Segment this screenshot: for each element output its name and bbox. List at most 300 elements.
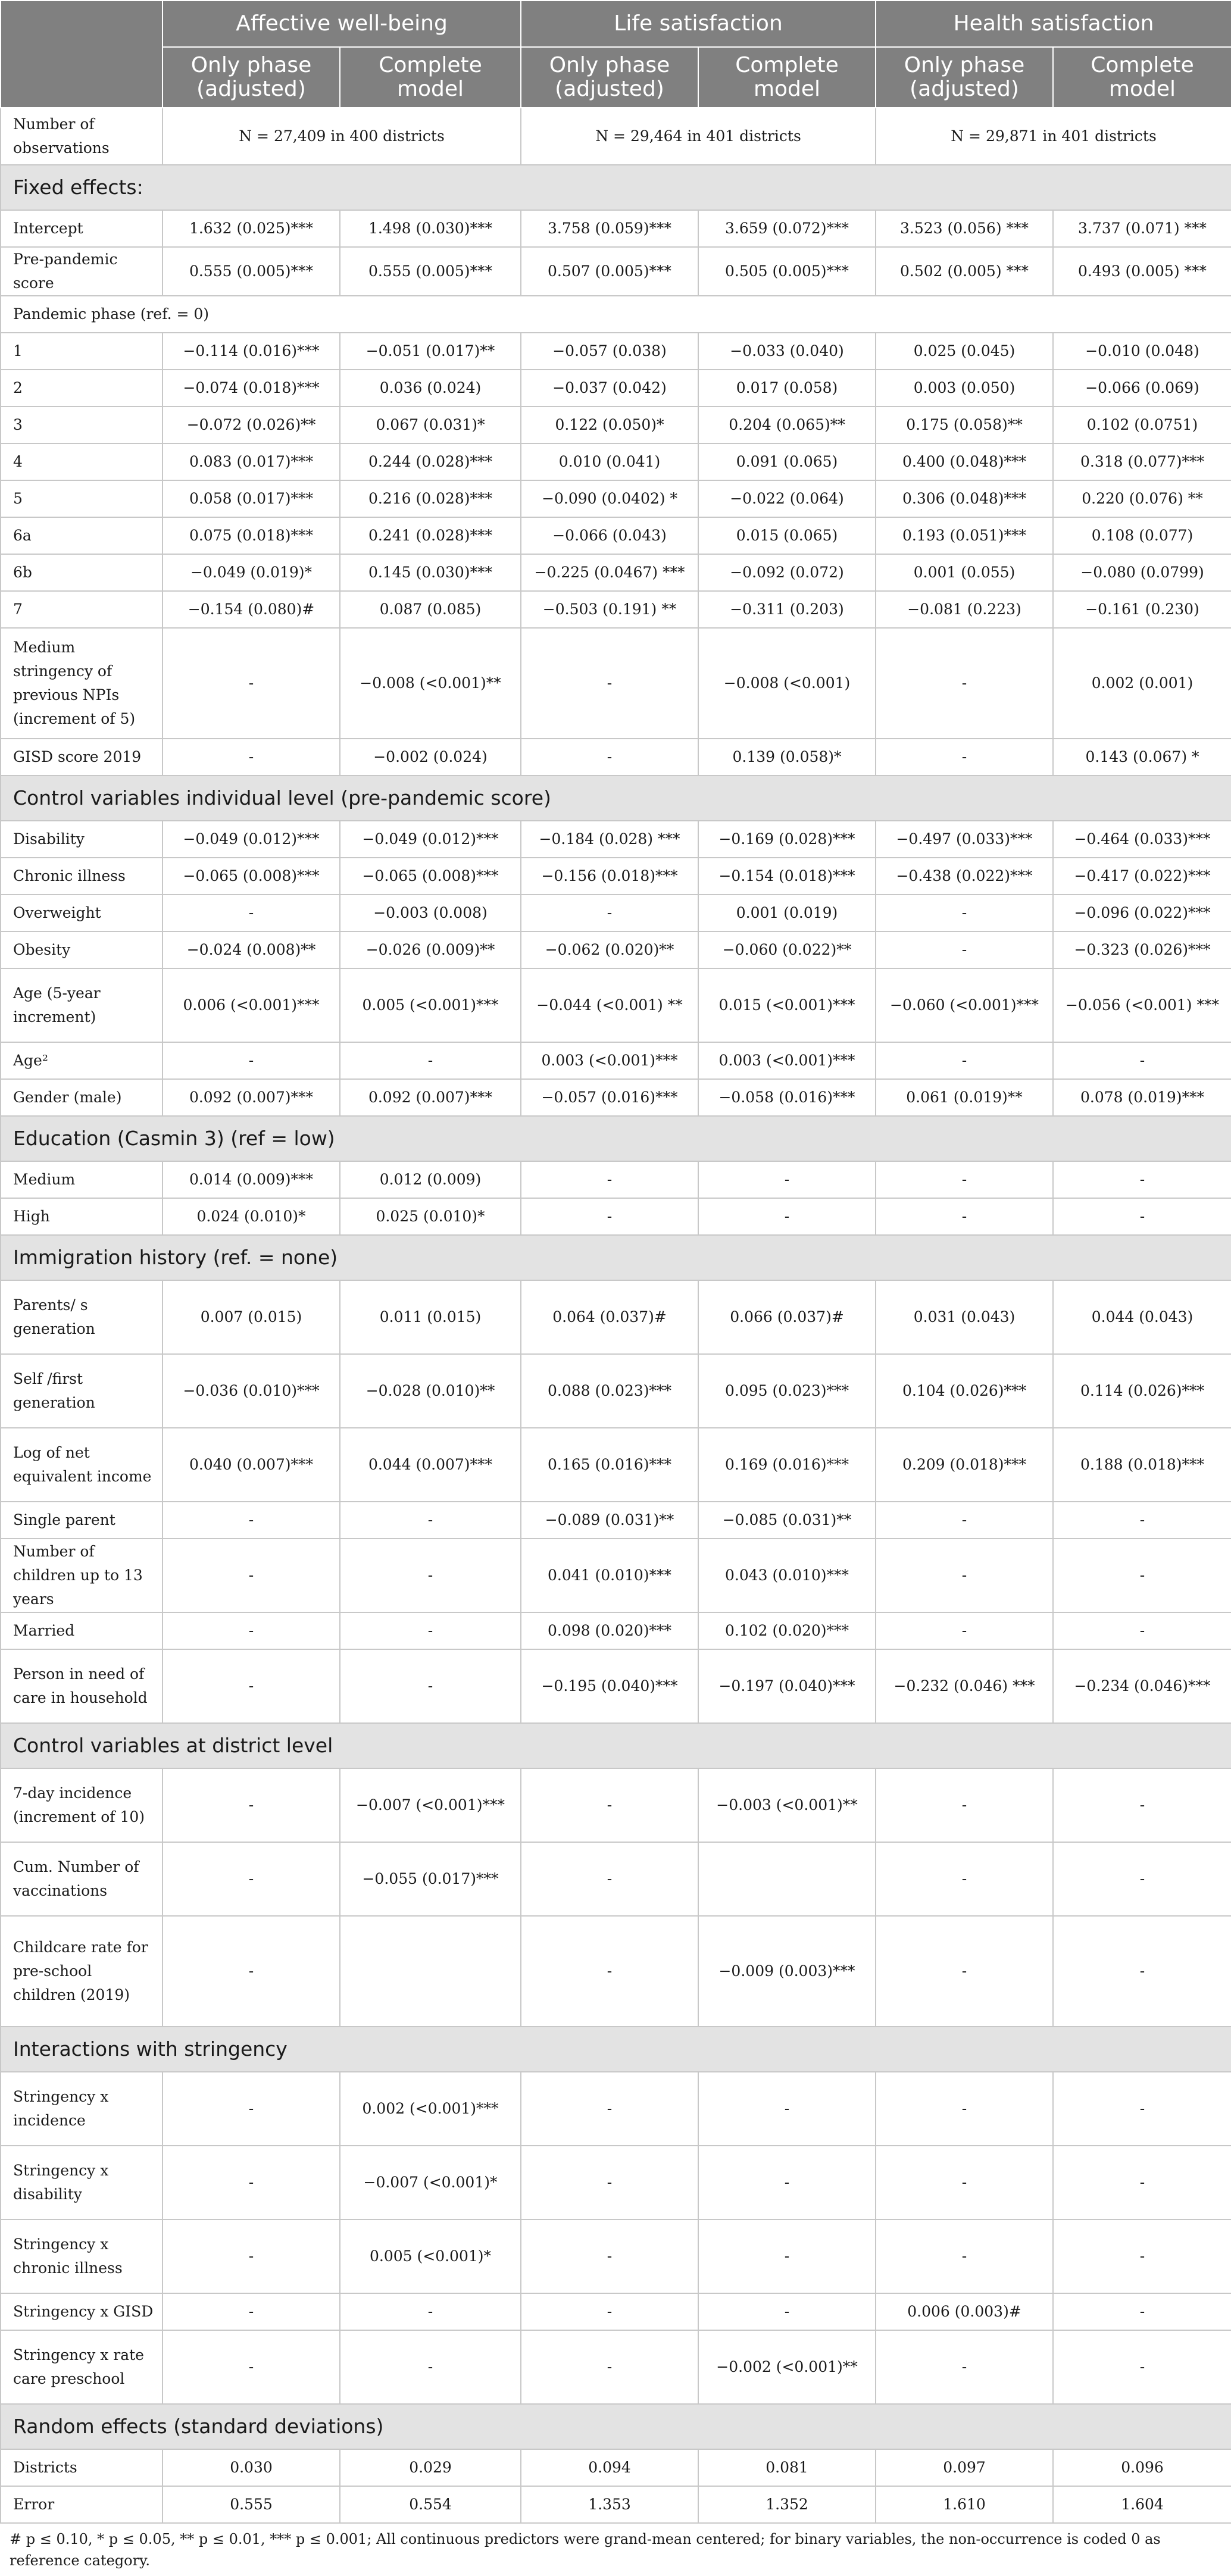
table-row bbox=[1, 480, 1231, 517]
table-cell: −0.051 (0.017)** bbox=[340, 333, 521, 370]
observations-health: N = 29,871 in 401 districts bbox=[876, 108, 1231, 165]
table-cell: −0.161 (0.230) bbox=[1053, 591, 1231, 628]
table-cell: 0.104 (0.026)*** bbox=[876, 1354, 1053, 1428]
table-cell: - bbox=[521, 1198, 698, 1235]
table-row bbox=[1, 591, 1231, 628]
row-label: Childcare rate for pre-school children (2019) bbox=[1, 1916, 163, 2027]
table-row bbox=[1, 1079, 1231, 1116]
table-row bbox=[1, 247, 1231, 296]
table-cell: −0.058 (0.016)*** bbox=[698, 1079, 876, 1116]
header-health: Health satisfaction bbox=[876, 1, 1231, 47]
table-cell: −0.114 (0.016)*** bbox=[163, 333, 340, 370]
row-label: Age² bbox=[1, 1042, 163, 1079]
table-cell: −0.096 (0.022)*** bbox=[1053, 895, 1231, 931]
row-label: Number of observations bbox=[1, 108, 163, 165]
section-interactions: Interactions with stringency bbox=[1, 2027, 1231, 2072]
table-cell: - bbox=[340, 2330, 521, 2404]
table-cell: 0.095 (0.023)*** bbox=[698, 1354, 876, 1428]
table-cell: - bbox=[163, 1916, 340, 2027]
row-label: 4 bbox=[1, 443, 163, 480]
table-cell: −0.311 (0.203) bbox=[698, 591, 876, 628]
table-row bbox=[1, 2146, 1231, 2219]
table-cell: - bbox=[1053, 1768, 1231, 1842]
row-label: Overweight bbox=[1, 895, 163, 931]
row-label: Number of children up to 13 years bbox=[1, 1539, 163, 1612]
table-row bbox=[1, 1842, 1231, 1916]
table-row bbox=[1, 333, 1231, 370]
table-cell: 0.244 (0.028)*** bbox=[340, 443, 521, 480]
row-label: Single parent bbox=[1, 1502, 163, 1539]
table-row bbox=[1, 2072, 1231, 2146]
row-label: 7-day incidence (increment of 10) bbox=[1, 1768, 163, 1842]
table-cell: - bbox=[521, 895, 698, 931]
table-cell: 1.352 bbox=[698, 2486, 876, 2523]
table-cell: 0.502 (0.005) *** bbox=[876, 247, 1053, 296]
table-cell: 0.003 (<0.001)*** bbox=[698, 1042, 876, 1079]
table-cell: −0.497 (0.033)*** bbox=[876, 821, 1053, 858]
table-cell: 0.143 (0.067) * bbox=[1053, 739, 1231, 776]
table-cell: 0.098 (0.020)*** bbox=[521, 1612, 698, 1649]
table-cell: −0.060 (<0.001)*** bbox=[876, 968, 1053, 1042]
table-cell: −0.464 (0.033)*** bbox=[1053, 821, 1231, 858]
table-cell: 0.005 (<0.001)* bbox=[340, 2219, 521, 2293]
table-cell: - bbox=[698, 1161, 876, 1198]
table-cell: 0.318 (0.077)*** bbox=[1053, 443, 1231, 480]
table-cell: - bbox=[163, 1768, 340, 1842]
table-row bbox=[1, 1916, 1231, 2027]
table-cell: - bbox=[1053, 2293, 1231, 2330]
table-cell: 0.010 (0.041) bbox=[521, 443, 698, 480]
table-cell: - bbox=[876, 628, 1053, 739]
table-cell: −0.074 (0.018)*** bbox=[163, 370, 340, 407]
row-label: Medium bbox=[1, 1161, 163, 1198]
table-cell: - bbox=[163, 628, 340, 739]
table-cell: - bbox=[340, 1042, 521, 1079]
table-cell: 0.061 (0.019)** bbox=[876, 1079, 1053, 1116]
table-cell: - bbox=[876, 1842, 1053, 1916]
phase-header-row bbox=[1, 296, 1231, 333]
table-cell: 0.102 (0.020)*** bbox=[698, 1612, 876, 1649]
table-cell: −0.154 (0.018)*** bbox=[698, 858, 876, 895]
table-cell: 1.353 bbox=[521, 2486, 698, 2523]
table-cell: - bbox=[698, 1198, 876, 1235]
table-cell: - bbox=[163, 1042, 340, 1079]
table-cell: 0.505 (0.005)*** bbox=[698, 247, 876, 296]
row-label: Disability bbox=[1, 821, 163, 858]
table-cell: - bbox=[521, 1842, 698, 1916]
table-row bbox=[1, 968, 1231, 1042]
table-cell: - bbox=[876, 1042, 1053, 1079]
table-cell: −0.060 (0.022)** bbox=[698, 931, 876, 968]
table-cell: −0.037 (0.042) bbox=[521, 370, 698, 407]
table-row bbox=[1, 1280, 1231, 1354]
table-cell: 3.737 (0.071) *** bbox=[1053, 210, 1231, 247]
observations-life: N = 29,464 in 401 districts bbox=[521, 108, 876, 165]
table-cell: - bbox=[1053, 1916, 1231, 2027]
footnote: # p ≤ 0.10, * p ≤ 0.05, ** p ≤ 0.01, *** p ≤ 0.001; All continuous predictors were grand-mean centered; for binary variables, the non-occurrence is coded 0 as reference category. bbox=[10, 2531, 1161, 2569]
table-cell: −0.062 (0.020)** bbox=[521, 931, 698, 968]
table-row bbox=[1, 1042, 1231, 1079]
table-cell: 0.216 (0.028)*** bbox=[340, 480, 521, 517]
table-cell: 0.017 (0.058) bbox=[698, 370, 876, 407]
table-cell: 0.165 (0.016)*** bbox=[521, 1428, 698, 1502]
table-cell: - bbox=[876, 2219, 1053, 2293]
row-label: Pre-pandemic score bbox=[1, 247, 163, 296]
row-label: Parents/ s generation bbox=[1, 1280, 163, 1354]
header-blank bbox=[1, 1, 163, 108]
table-cell: - bbox=[521, 739, 698, 776]
table-cell: −0.002 (0.024) bbox=[340, 739, 521, 776]
table-cell: 0.083 (0.017)*** bbox=[163, 443, 340, 480]
table-row bbox=[1, 1768, 1231, 1842]
row-label: Stringency x GISD bbox=[1, 2293, 163, 2330]
table-cell: −0.057 (0.038) bbox=[521, 333, 698, 370]
table-cell: −0.066 (0.043) bbox=[521, 517, 698, 554]
table-row bbox=[1, 2219, 1231, 2293]
table-cell: −0.057 (0.016)*** bbox=[521, 1079, 698, 1116]
table-cell: 0.087 (0.085) bbox=[340, 591, 521, 628]
header-life: Life satisfaction bbox=[521, 1, 876, 47]
header-affective: Affective well-being bbox=[163, 1, 521, 47]
row-label: 5 bbox=[1, 480, 163, 517]
table-cell: 0.025 (0.010)* bbox=[340, 1198, 521, 1235]
row-label: Log of net equivalent income bbox=[1, 1428, 163, 1502]
table-cell: −0.008 (<0.001) bbox=[698, 628, 876, 739]
table-cell: −0.024 (0.008)** bbox=[163, 931, 340, 968]
table-cell: 0.029 bbox=[340, 2449, 521, 2486]
table-row bbox=[1, 1539, 1231, 1612]
table-row bbox=[1, 2486, 1231, 2523]
table-cell: −0.195 (0.040)*** bbox=[521, 1649, 698, 1723]
table-cell: 1.604 bbox=[1053, 2486, 1231, 2523]
table-cell: 0.044 (0.007)*** bbox=[340, 1428, 521, 1502]
table-cell: −0.044 (<0.001) ** bbox=[521, 968, 698, 1042]
table-cell: 0.096 bbox=[1053, 2449, 1231, 2486]
table-cell: 0.555 bbox=[163, 2486, 340, 2523]
table-cell: −0.056 (<0.001) *** bbox=[1053, 968, 1231, 1042]
table-cell: 0.012 (0.009) bbox=[340, 1161, 521, 1198]
row-label: Stringency x disability bbox=[1, 2146, 163, 2219]
table-cell: 0.075 (0.018)*** bbox=[163, 517, 340, 554]
row-label: Stringency x rate care preschool bbox=[1, 2330, 163, 2404]
table-cell: - bbox=[340, 1539, 521, 1612]
table-cell: - bbox=[1053, 2072, 1231, 2146]
table-cell: 0.554 bbox=[340, 2486, 521, 2523]
table-cell: 1.498 (0.030)*** bbox=[340, 210, 521, 247]
table-cell: −0.049 (0.012)*** bbox=[340, 821, 521, 858]
table-cell: - bbox=[163, 2330, 340, 2404]
table-cell: - bbox=[521, 2219, 698, 2293]
table-cell: 0.555 (0.005)*** bbox=[340, 247, 521, 296]
row-label: Medium stringency of previous NPIs (increment of 5) bbox=[1, 628, 163, 739]
table-cell: 0.040 (0.007)*** bbox=[163, 1428, 340, 1502]
table-cell: - bbox=[163, 1539, 340, 1612]
table-row bbox=[1, 931, 1231, 968]
row-label: Person in need of care in household bbox=[1, 1649, 163, 1723]
table-row bbox=[1, 554, 1231, 591]
table-cell: 0.007 (0.015) bbox=[163, 1280, 340, 1354]
table-cell: 0.001 (0.019) bbox=[698, 895, 876, 931]
table-cell: - bbox=[876, 1502, 1053, 1539]
table-cell: 0.031 (0.043) bbox=[876, 1280, 1053, 1354]
table-cell: −0.049 (0.012)*** bbox=[163, 821, 340, 858]
table-cell: - bbox=[163, 2293, 340, 2330]
table-cell: −0.065 (0.008)*** bbox=[163, 858, 340, 895]
table-row bbox=[1, 1428, 1231, 1502]
table-cell: −0.197 (0.040)*** bbox=[698, 1649, 876, 1723]
table-cell: 1.632 (0.025)*** bbox=[163, 210, 340, 247]
table-cell: 0.003 (<0.001)*** bbox=[521, 1042, 698, 1079]
table-cell: −0.438 (0.022)*** bbox=[876, 858, 1053, 895]
table-cell: 0.092 (0.007)*** bbox=[340, 1079, 521, 1116]
table-cell: - bbox=[1053, 1161, 1231, 1198]
row-label: 6a bbox=[1, 517, 163, 554]
table-cell: −0.055 (0.017)*** bbox=[340, 1842, 521, 1916]
subhead: Complete model bbox=[340, 47, 521, 108]
table-cell: −0.184 (0.028) *** bbox=[521, 821, 698, 858]
table-cell: −0.503 (0.191) ** bbox=[521, 591, 698, 628]
table-cell: −0.323 (0.026)*** bbox=[1053, 931, 1231, 968]
table-cell: 3.659 (0.072)*** bbox=[698, 210, 876, 247]
table-row bbox=[1, 2330, 1231, 2404]
table-cell: 0.400 (0.048)*** bbox=[876, 443, 1053, 480]
section-immigration: Immigration history (ref. = none) bbox=[1, 1235, 1231, 1280]
table-cell: −0.085 (0.031)** bbox=[698, 1502, 876, 1539]
table-cell: 0.014 (0.009)*** bbox=[163, 1161, 340, 1198]
table-cell: 0.015 (<0.001)*** bbox=[698, 968, 876, 1042]
table-cell: - bbox=[521, 2146, 698, 2219]
table-cell: −0.417 (0.022)*** bbox=[1053, 858, 1231, 895]
table-cell: - bbox=[876, 895, 1053, 931]
table-cell: 0.169 (0.016)*** bbox=[698, 1428, 876, 1502]
section-control-individual: Control variables individual level (pre-pandemic score) bbox=[1, 776, 1231, 821]
table-cell: −0.154 (0.080)# bbox=[163, 591, 340, 628]
table-row bbox=[1, 739, 1231, 776]
table-cell: - bbox=[876, 1539, 1053, 1612]
table-cell: - bbox=[163, 1612, 340, 1649]
table-cell: 0.493 (0.005) *** bbox=[1053, 247, 1231, 296]
table-cell: 0.011 (0.015) bbox=[340, 1280, 521, 1354]
table-cell: 0.002 (0.001) bbox=[1053, 628, 1231, 739]
row-label: Stringency x incidence bbox=[1, 2072, 163, 2146]
table-cell: - bbox=[876, 2146, 1053, 2219]
table-cell: - bbox=[163, 895, 340, 931]
table-cell: −0.002 (<0.001)** bbox=[698, 2330, 876, 2404]
table-cell: - bbox=[876, 2072, 1053, 2146]
table-cell: - bbox=[876, 1916, 1053, 2027]
table-cell: 1.610 bbox=[876, 2486, 1053, 2523]
table-cell: - bbox=[521, 628, 698, 739]
table-cell: - bbox=[876, 1768, 1053, 1842]
table-cell: - bbox=[876, 1161, 1053, 1198]
table-cell bbox=[340, 1916, 521, 2027]
table-cell: 0.241 (0.028)*** bbox=[340, 517, 521, 554]
row-label: Stringency x chronic illness bbox=[1, 2219, 163, 2293]
table-cell: 0.002 (<0.001)*** bbox=[340, 2072, 521, 2146]
table-cell: 0.094 bbox=[521, 2449, 698, 2486]
table-cell: −0.003 (0.008) bbox=[340, 895, 521, 931]
table-row bbox=[1, 210, 1231, 247]
observations-affective: N = 27,409 in 400 districts bbox=[163, 108, 521, 165]
row-label: Districts bbox=[1, 2449, 163, 2486]
table-cell: - bbox=[521, 1916, 698, 2027]
table-cell: - bbox=[1053, 2146, 1231, 2219]
table-cell: −0.007 (<0.001)* bbox=[340, 2146, 521, 2219]
table-cell: 0.030 bbox=[163, 2449, 340, 2486]
table-row bbox=[1, 821, 1231, 858]
table-cell: 0.005 (<0.001)*** bbox=[340, 968, 521, 1042]
table-cell: −0.033 (0.040) bbox=[698, 333, 876, 370]
table-row bbox=[1, 1612, 1231, 1649]
table-cell: - bbox=[163, 1502, 340, 1539]
table-cell: −0.156 (0.018)*** bbox=[521, 858, 698, 895]
table-cell: 0.092 (0.007)*** bbox=[163, 1079, 340, 1116]
table-cell: - bbox=[163, 739, 340, 776]
row-label: Obesity bbox=[1, 931, 163, 968]
row-label: 7 bbox=[1, 591, 163, 628]
table-cell: −0.009 (0.003)*** bbox=[698, 1916, 876, 2027]
row-label: GISD score 2019 bbox=[1, 739, 163, 776]
table-cell: - bbox=[521, 2330, 698, 2404]
table-cell: 0.102 (0.0751) bbox=[1053, 407, 1231, 443]
table-cell: 3.758 (0.059)*** bbox=[521, 210, 698, 247]
table-cell: 0.091 (0.065) bbox=[698, 443, 876, 480]
table-cell: - bbox=[1053, 1842, 1231, 1916]
table-cell: −0.072 (0.026)** bbox=[163, 407, 340, 443]
table-row bbox=[1, 1161, 1231, 1198]
table-row bbox=[1, 2293, 1231, 2330]
table-cell: 0.066 (0.037)# bbox=[698, 1280, 876, 1354]
subhead: Only phase (adjusted) bbox=[876, 47, 1053, 108]
row-label: High bbox=[1, 1198, 163, 1235]
table-cell: 0.306 (0.048)*** bbox=[876, 480, 1053, 517]
table-cell: - bbox=[698, 2293, 876, 2330]
table-cell: - bbox=[163, 2219, 340, 2293]
table-cell: 0.024 (0.010)* bbox=[163, 1198, 340, 1235]
table-cell: 0.067 (0.031)* bbox=[340, 407, 521, 443]
table-cell: 0.193 (0.051)*** bbox=[876, 517, 1053, 554]
table-cell: 3.523 (0.056) *** bbox=[876, 210, 1053, 247]
table-cell: 0.036 (0.024) bbox=[340, 370, 521, 407]
table-cell: 0.015 (0.065) bbox=[698, 517, 876, 554]
table-cell: - bbox=[1053, 1612, 1231, 1649]
table-cell: - bbox=[521, 1768, 698, 1842]
table-row bbox=[1, 2449, 1231, 2486]
table-cell: 0.188 (0.018)*** bbox=[1053, 1428, 1231, 1502]
table-cell: 0.003 (0.050) bbox=[876, 370, 1053, 407]
table-cell: 0.044 (0.043) bbox=[1053, 1280, 1231, 1354]
table-cell: - bbox=[698, 2219, 876, 2293]
table-cell: 0.220 (0.076) ** bbox=[1053, 480, 1231, 517]
subhead: Complete model bbox=[1053, 47, 1231, 108]
table-row bbox=[1, 1502, 1231, 1539]
section-random-effects: Random effects (standard deviations) bbox=[1, 2404, 1231, 2449]
table-cell: 0.097 bbox=[876, 2449, 1053, 2486]
table-cell: 0.064 (0.037)# bbox=[521, 1280, 698, 1354]
section-education: Education (Casmin 3) (ref = low) bbox=[1, 1116, 1231, 1161]
table-cell: −0.008 (<0.001)** bbox=[340, 628, 521, 739]
table-cell: −0.225 (0.0467) *** bbox=[521, 554, 698, 591]
table-row bbox=[1, 517, 1231, 554]
table-cell: 0.122 (0.050)* bbox=[521, 407, 698, 443]
table-cell bbox=[698, 1842, 876, 1916]
table-row bbox=[1, 1198, 1231, 1235]
table-cell: −0.234 (0.046)*** bbox=[1053, 1649, 1231, 1723]
table-row bbox=[1, 895, 1231, 931]
table-cell: 0.507 (0.005)*** bbox=[521, 247, 698, 296]
table-cell: −0.026 (0.009)** bbox=[340, 931, 521, 968]
table-cell: - bbox=[163, 1649, 340, 1723]
table-cell: −0.003 (<0.001)** bbox=[698, 1768, 876, 1842]
table-cell: −0.232 (0.046) *** bbox=[876, 1649, 1053, 1723]
row-label: Cum. Number of vaccinations bbox=[1, 1842, 163, 1916]
table-row bbox=[1, 858, 1231, 895]
table-cell: 0.041 (0.010)*** bbox=[521, 1539, 698, 1612]
table-cell: - bbox=[340, 1502, 521, 1539]
table-cell: - bbox=[521, 1161, 698, 1198]
table-row bbox=[1, 407, 1231, 443]
observations-row bbox=[1, 108, 1231, 165]
table-cell: 0.078 (0.019)*** bbox=[1053, 1079, 1231, 1116]
table-cell: 0.006 (<0.001)*** bbox=[163, 968, 340, 1042]
table-cell: - bbox=[698, 2146, 876, 2219]
table-cell: 0.088 (0.023)*** bbox=[521, 1354, 698, 1428]
table-cell: - bbox=[876, 1612, 1053, 1649]
row-label: Intercept bbox=[1, 210, 163, 247]
table-cell: - bbox=[340, 2293, 521, 2330]
table-cell: 0.139 (0.058)* bbox=[698, 739, 876, 776]
table-cell: 0.006 (0.003)# bbox=[876, 2293, 1053, 2330]
table-cell: −0.081 (0.223) bbox=[876, 591, 1053, 628]
subhead: Complete model bbox=[698, 47, 876, 108]
table-cell: - bbox=[1053, 1502, 1231, 1539]
row-label: Pandemic phase (ref. = 0) bbox=[1, 296, 1231, 333]
table-cell: 0.204 (0.065)** bbox=[698, 407, 876, 443]
table-cell: - bbox=[698, 2072, 876, 2146]
table-cell: 0.209 (0.018)*** bbox=[876, 1428, 1053, 1502]
section-district: Control variables at district level bbox=[1, 1723, 1231, 1768]
table-cell: −0.022 (0.064) bbox=[698, 480, 876, 517]
table-cell: - bbox=[163, 1842, 340, 1916]
table-row bbox=[1, 1354, 1231, 1428]
row-label: Gender (male) bbox=[1, 1079, 163, 1116]
table-cell: 0.175 (0.058)** bbox=[876, 407, 1053, 443]
row-label: 3 bbox=[1, 407, 163, 443]
table-cell: - bbox=[876, 2330, 1053, 2404]
table-row bbox=[1, 370, 1231, 407]
row-label: Age (5-year increment) bbox=[1, 968, 163, 1042]
table-cell: −0.092 (0.072) bbox=[698, 554, 876, 591]
table-cell: 0.555 (0.005)*** bbox=[163, 247, 340, 296]
table-cell: −0.066 (0.069) bbox=[1053, 370, 1231, 407]
table-cell: - bbox=[1053, 2219, 1231, 2293]
table-cell: −0.089 (0.031)** bbox=[521, 1502, 698, 1539]
table-cell: - bbox=[521, 2072, 698, 2146]
table-cell: 0.058 (0.017)*** bbox=[163, 480, 340, 517]
table-cell: - bbox=[1053, 2330, 1231, 2404]
table-cell: 0.001 (0.055) bbox=[876, 554, 1053, 591]
table-cell: −0.065 (0.008)*** bbox=[340, 858, 521, 895]
table-cell: - bbox=[521, 2293, 698, 2330]
row-label: Self /first generation bbox=[1, 1354, 163, 1428]
table-cell: - bbox=[1053, 1198, 1231, 1235]
table-cell: −0.036 (0.010)*** bbox=[163, 1354, 340, 1428]
row-label: Chronic illness bbox=[1, 858, 163, 895]
row-label: Married bbox=[1, 1612, 163, 1649]
table-cell: - bbox=[1053, 1539, 1231, 1612]
table-cell: −0.169 (0.028)*** bbox=[698, 821, 876, 858]
table-cell: −0.007 (<0.001)*** bbox=[340, 1768, 521, 1842]
